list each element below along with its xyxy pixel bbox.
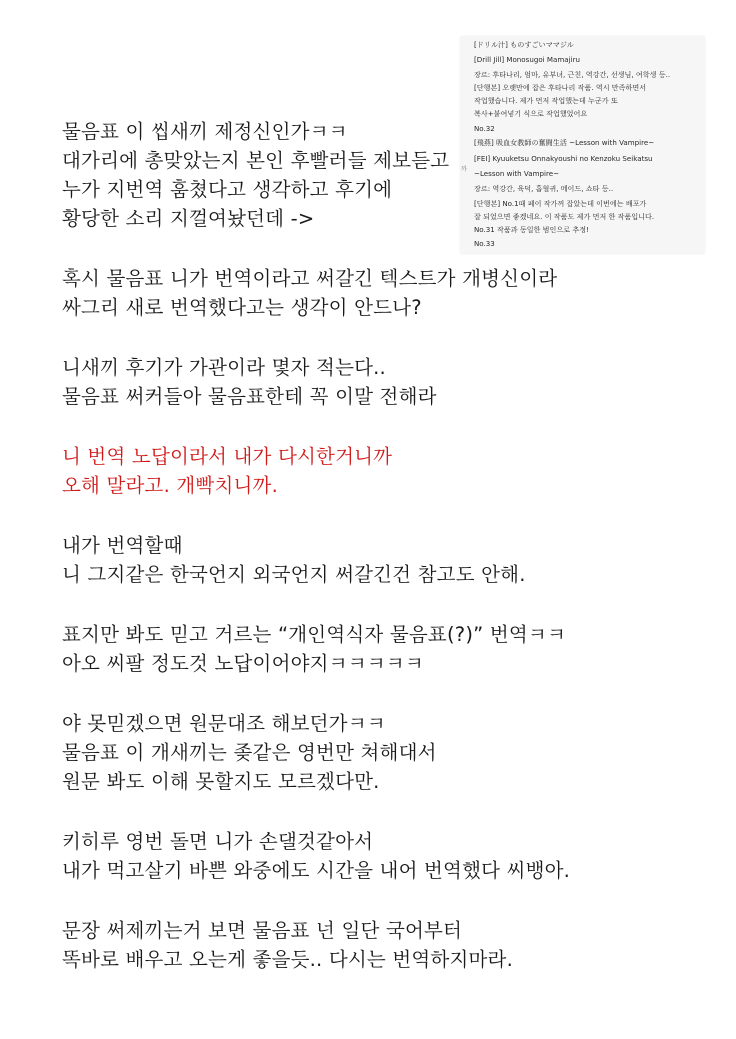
inset-line: [FEI] Kyuuketsu Onnakyoushi no Kenzoku Seikatsu bbox=[474, 154, 653, 163]
paragraph-5 bbox=[62, 531, 722, 589]
text-line: 내가 먹고살기 바쁜 와중에도 시간을 내어 번역했다 씨뱅아. bbox=[62, 859, 571, 882]
text-line: 니 번역 노답이라서 내가 다시한거니까 bbox=[62, 445, 393, 468]
text-line: 내가 번역할때 bbox=[62, 534, 183, 557]
inset-line: [飛燕] 吸血女教師の奮闘生活 ~Lesson with Vampire~ bbox=[474, 138, 655, 147]
text-line: 물음표 이 개새끼는 좆같은 영번만 쳐해대서 bbox=[62, 741, 437, 764]
text-line: 물음표 이 씹새끼 제정신인가ㅋㅋ bbox=[62, 120, 348, 143]
text-line: 황당한 소리 지껄여놨던데 -> bbox=[62, 207, 315, 230]
text-line: 혹시 물음표 니가 번역이라고 써갈긴 텍스트가 개병신이라 bbox=[62, 267, 558, 290]
text-line: 원문 봐도 이해 못할지도 모르겠다만. bbox=[62, 770, 380, 793]
inset-line: [Drill Jill] Monosugoi Mamajiru bbox=[474, 55, 580, 64]
paragraph-6 bbox=[62, 620, 722, 678]
inset-line: 장르: 후타나리, 엄마, 유부녀, 근친, 역강간, 선생님, 여학생 등.. bbox=[474, 70, 671, 79]
inset-line: 장르: 역강간, 육덕, 흡혈귀, 메이드, 쇼타 등.. bbox=[474, 184, 614, 193]
inset-line: 잘 되었으면 좋겠네요. 이 작품도 제가 먼저 한 작품입니다. bbox=[474, 212, 655, 221]
text-line: 아오 씨팔 정도것 노답이어야지ㅋㅋㅋㅋㅋ bbox=[62, 652, 424, 675]
paragraph-7 bbox=[62, 709, 722, 796]
text-line: 야 못믿겠으면 원문대조 해보던가ㅋㅋ bbox=[62, 712, 386, 735]
inset-line: No.33 bbox=[474, 239, 495, 248]
text-line: 오해 말라고. 개빡치니까. bbox=[62, 474, 278, 497]
inset-line: [단행본] 오랫만에 잡은 후타나리 작품. 역시 만족하면서 bbox=[474, 83, 647, 92]
embedded-screenshot bbox=[460, 36, 705, 254]
text-line: 똑바로 배우고 오는게 좋을듯.. 다시는 번역하지마라. bbox=[62, 948, 513, 971]
text-line: 물음표 써커들아 물음표한테 꼭 이말 전해라 bbox=[62, 385, 437, 408]
inset-line: 작업했습니다. 제가 먼저 작업했는데 누군가 또 bbox=[474, 96, 618, 105]
text-line: 니 그지같은 한국언지 외국언지 써갈긴건 참고도 안해. bbox=[62, 563, 526, 586]
inset-line: 복사+붙여넣기 식으로 작업했었어요 bbox=[474, 109, 588, 118]
paragraph-8 bbox=[62, 827, 722, 885]
text-line: 표지만 봐도 믿고 거르는 “개인역식자 물음표(?)” 번역ㅋㅋ bbox=[62, 623, 566, 646]
text-line: 누가 지번역 훔쳤다고 생각하고 후기에 bbox=[62, 178, 393, 201]
text-line: 키히루 영번 돌면 니가 손댈것같아서 bbox=[62, 830, 374, 853]
text-line: 니새끼 후기가 가관이라 몇자 적는다.. bbox=[62, 356, 386, 379]
inset-line: ~Lesson with Vampire~ bbox=[474, 169, 560, 178]
side-mark: 까 bbox=[461, 166, 467, 173]
inset-line: No.32 bbox=[474, 124, 495, 133]
paragraph-9 bbox=[62, 916, 722, 974]
paragraph-2 bbox=[62, 264, 722, 322]
text-line: 대가리에 총맞았는지 본인 후빨러들 제보듣고 bbox=[62, 149, 450, 172]
text-line: 싸그리 새로 번역했다고는 생각이 안드나? bbox=[62, 296, 422, 319]
highlighted-paragraph bbox=[62, 442, 722, 500]
text-line: 문장 써제끼는거 보면 물음표 넌 일단 국어부터 bbox=[62, 919, 463, 942]
paragraph-3 bbox=[62, 353, 722, 411]
inset-line: [단행본] No.1때 페이 작가꺼 잡았는데 이번에는 배포가 bbox=[474, 199, 647, 208]
inset-line: [ドリル汁] ものすごいママジル bbox=[474, 40, 574, 49]
inset-line: No.31 작품과 동일한 범인으로 추정! bbox=[474, 225, 589, 234]
